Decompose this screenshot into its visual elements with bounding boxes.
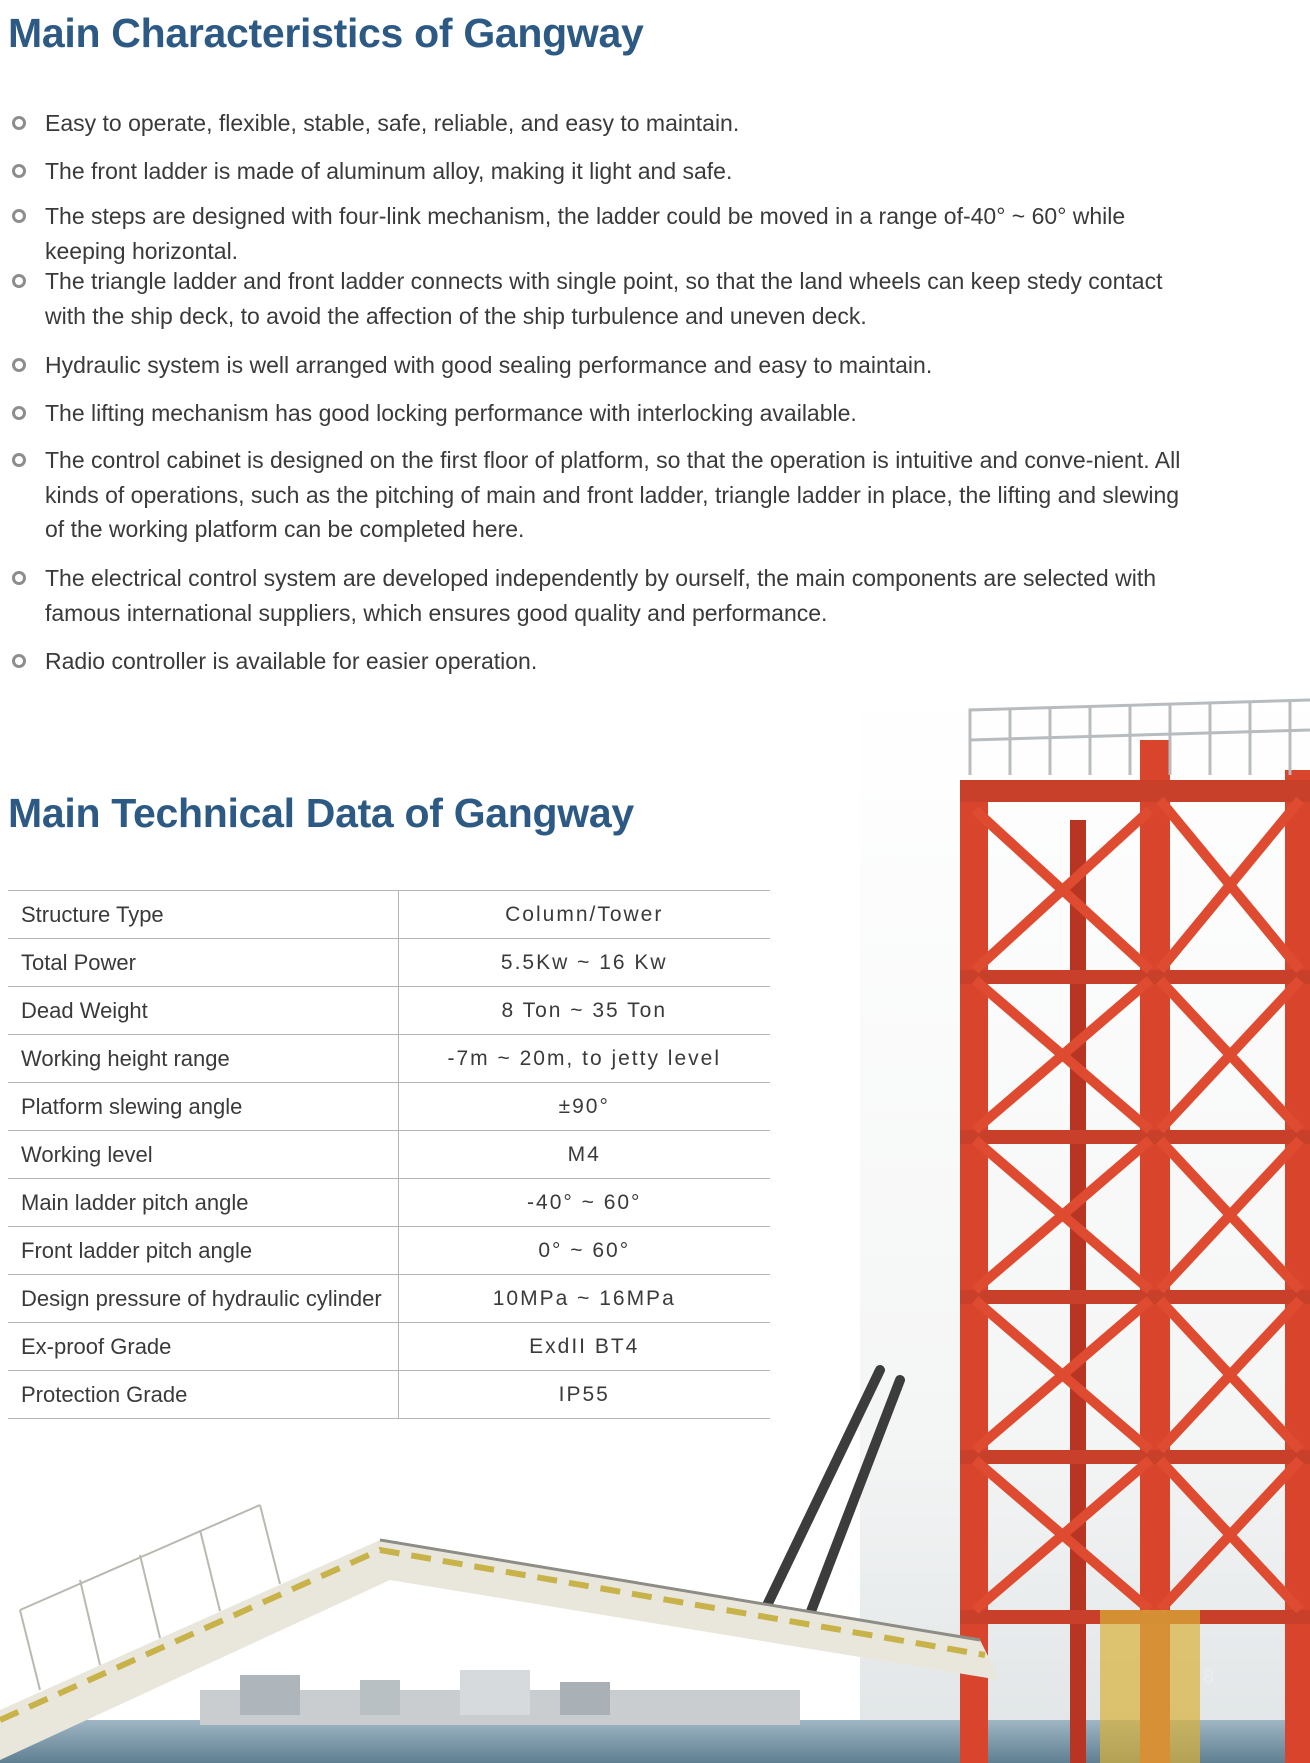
table-row: Working height range -7m ~ 20m, to jetty level	[8, 1035, 770, 1083]
table-row: Total Power 5.5Kw ~ 16 Kw	[8, 939, 770, 987]
table-row: Dead Weight 8 Ton ~ 35 Ton	[8, 987, 770, 1035]
list-item: The triangle ladder and front ladder connects with single point, so that the land wheels can keep stedy contact with the ship deck, to avoid the affection of the ship turbulence and uneven deck.	[8, 264, 1208, 333]
technical-data-table	[8, 890, 770, 1419]
list-item: Hydraulic system is well arranged with good sealing performance and easy to maintain.	[8, 348, 1208, 383]
bullet-circle-icon	[12, 164, 26, 178]
bullet-circle-icon	[12, 654, 26, 668]
technical-data-heading: Main Technical Data of Gangway	[8, 790, 634, 836]
list-item: The steps are designed with four-link mechanism, the ladder could be moved in a range of-40° ~ 60° while keeping horizontal.	[8, 199, 1208, 268]
table-row: Main ladder pitch angle -40° ~ 60°	[8, 1179, 770, 1227]
page-number: 8	[1203, 1666, 1215, 1688]
list-item: The electrical control system are developed independently by ourself, the main components are selected with famous international suppliers, which ensures good quality and performance.	[8, 561, 1208, 630]
table-row: Structure Type Column/Tower	[8, 891, 770, 939]
bullet-circle-icon	[12, 209, 26, 223]
characteristics-heading: Main Characteristics of Gangway	[8, 10, 644, 56]
bullet-circle-icon	[12, 274, 26, 288]
table-row: Protection Grade IP55	[8, 1371, 770, 1419]
bullet-circle-icon	[12, 116, 26, 130]
list-item: Easy to operate, flexible, stable, safe, reliable, and easy to maintain.	[8, 106, 1208, 141]
bullet-circle-icon	[12, 358, 26, 372]
bullet-circle-icon	[12, 571, 26, 585]
bullet-circle-icon	[12, 453, 26, 467]
table-row: Working level M4	[8, 1131, 770, 1179]
table-row: Design pressure of hydraulic cylinder 10MPa ~ 16MPa	[8, 1275, 770, 1323]
list-item: The control cabinet is designed on the first floor of platform, so that the operation is intuitive and conve-nient. All kinds of operations, such as the pitching of main and front ladder, triangle ladder in place, the lifting and slewing of the working platform can be completed here.	[8, 443, 1208, 547]
list-item: Radio controller is available for easier operation.	[8, 644, 1208, 679]
table-row: Platform slewing angle ±90°	[8, 1083, 770, 1131]
table-row: Front ladder pitch angle 0° ~ 60°	[8, 1227, 770, 1275]
list-item: The front ladder is made of aluminum alloy, making it light and safe.	[8, 154, 1208, 189]
list-item: The lifting mechanism has good locking performance with interlocking available.	[8, 396, 1208, 431]
table-row: Ex-proof Grade ExdII BT4	[8, 1323, 770, 1371]
bullet-circle-icon	[12, 406, 26, 420]
